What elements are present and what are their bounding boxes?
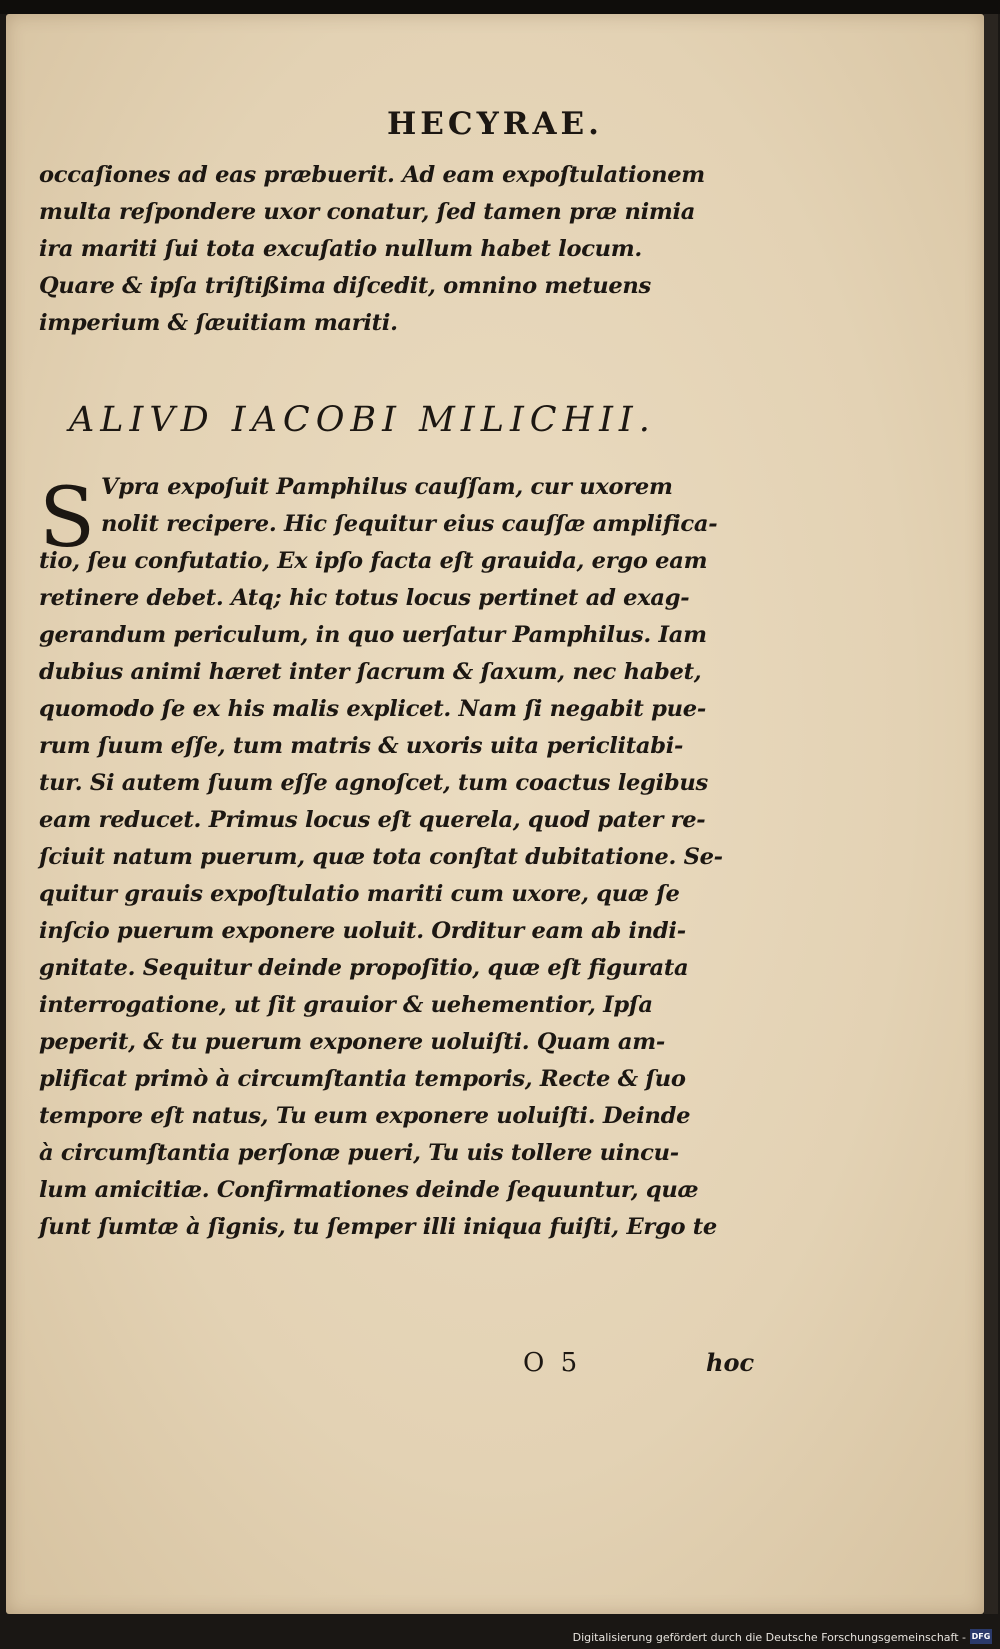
page-edge [984, 14, 998, 1614]
text-line: nolit recipere. Hic ſequitur eius cauſſæ amplifica- [101, 511, 718, 537]
text-line: tur. Si autem ſuum eſſe agnoſcet, tum coactus legibus [39, 770, 708, 796]
text-line: plificat primò à circumſtantia temporis, Recte & ſuo [39, 1066, 686, 1092]
text-line: gnitate. Sequitur deinde propoſitio, quæ eſt figurata [39, 955, 689, 981]
paragraph-1 [39, 157, 739, 342]
text-line: ſciuit natum puerum, quæ tota conſtat dubitatione. Se- [39, 844, 723, 870]
text-line: tio, ſeu confutatio, Ex ipſo facta eſt grauida, ergo eam [39, 548, 708, 574]
text-line: gerandum periculum, in quo uerſatur Pamphilus. Iam [39, 622, 707, 648]
text-line: à circumſtantia perſonæ pueri, Tu uis tollere uincu- [39, 1140, 679, 1166]
text-line: ira mariti ſui tota excuſatio nullum habet locum. [39, 236, 642, 262]
dfg-logo: DFG [970, 1629, 992, 1644]
paragraph-2 [39, 469, 739, 1246]
text-line: tempore eſt natus, Tu eum exponere uoluiſti. Deinde [39, 1103, 691, 1129]
text-line: peperit, & tu puerum exponere uoluiſti. Quam am- [39, 1029, 665, 1055]
text-line: eam reducet. Primus locus eſt querela, quod pater re- [39, 807, 706, 833]
text-line: inſcio puerum exponere uoluit. Orditur eam ab indi- [39, 918, 686, 944]
page-footer [6, 1348, 984, 1388]
text-line: ſunt ſumtæ à ſignis, tu ſemper illi iniqua fuiſti, Ergo te [39, 1214, 718, 1240]
text-line: Quare & ipſa triſtißima diſcedit, omnino metuens [39, 273, 651, 299]
catchword: hoc [706, 1348, 755, 1377]
signature-mark: O 5 [523, 1348, 582, 1378]
funding-credit: Digitalisierung gefördert durch die Deutsche Forschungsgemeinschaft - [572, 1631, 966, 1644]
scan-top-border [0, 0, 1000, 14]
book-page [6, 14, 984, 1614]
text-line: retinere debet. Atq; hic totus locus pertinet ad exag- [39, 585, 690, 611]
text-line: rum ſuum eſſe, tum matris & uxoris uita periclitabi- [39, 733, 684, 759]
text-line: interrogatione, ut ſit grauior & uehementior, Ipſa [39, 992, 653, 1018]
drop-capital: S [39, 471, 96, 566]
page-text [6, 14, 984, 1614]
text-line: multa reſpondere uxor conatur, ſed tamen præ nimia [39, 199, 696, 225]
section-title: ALIVD IACOBI MILICHII. [69, 400, 656, 440]
text-line: quitur grauis expoſtulatio mariti cum uxore, quæ ſe [39, 881, 680, 907]
text-line: quomodo ſe ex his malis explicet. Nam ſi negabit pue- [39, 696, 706, 722]
running-header: HECYRAE. [387, 106, 603, 142]
text-line: lum amicitiæ. Confirmationes deinde ſequuntur, quæ [39, 1177, 699, 1203]
text-line: imperium & ſæuitiam mariti. [39, 310, 398, 336]
text-line: Vpra expoſuit Pamphilus cauſſam, cur uxorem [101, 474, 673, 500]
text-line: occaſiones ad eas præbuerit. Ad eam expoſtulationem [39, 162, 705, 188]
text-line: dubius animi hæret inter ſacrum & ſaxum, nec habet, [39, 659, 702, 685]
